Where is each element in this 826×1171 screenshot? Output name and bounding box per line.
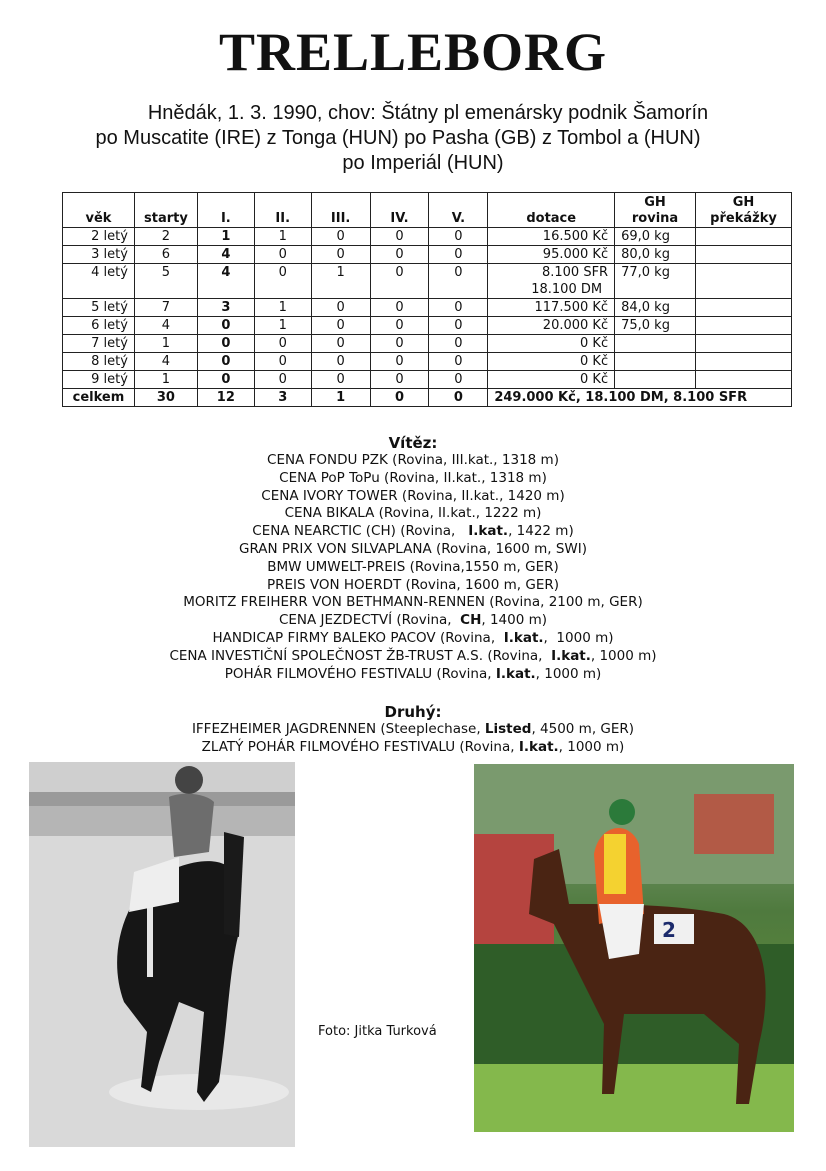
race-line — [0, 594, 826, 612]
race-line — [0, 559, 826, 577]
cell-fourth: 0 — [370, 299, 429, 317]
cell-age: 4 letý — [63, 264, 135, 299]
table-row — [63, 228, 792, 246]
cell-third: 0 — [311, 317, 370, 335]
cell-third: 0 — [311, 299, 370, 317]
race-line — [0, 612, 826, 630]
total-fifth: 0 — [429, 389, 488, 407]
cell-fourth: 0 — [370, 353, 429, 371]
race-pre: PREIS VON HOERDT (Rovina, 1600 m, GER) — [267, 576, 559, 593]
career-stats-table — [62, 192, 792, 407]
page-title: TRELLEBORG — [218, 22, 608, 82]
prize-money-value-2: 18.100 DM — [531, 282, 603, 297]
color-horse-illustration — [474, 764, 794, 1132]
col-header-age: věk — [63, 193, 135, 228]
total-second: 3 — [254, 389, 311, 407]
race-pre: CENA JEZDECTVÍ (Rovina, — [278, 612, 461, 629]
cell-age: 9 letý — [63, 371, 135, 389]
race-bold: CH — [460, 612, 482, 629]
race-bold: I.kat. — [495, 665, 536, 682]
cell-fifth: 0 — [429, 335, 488, 353]
table-row — [63, 317, 792, 335]
cell-gh-flat — [615, 371, 696, 389]
race-post: , 1000 m) — [558, 738, 625, 755]
prize-money-value: 0 Kč — [580, 354, 609, 369]
race-line — [0, 488, 826, 506]
cell-second: 0 — [254, 371, 311, 389]
cell-age: 2 letý — [63, 228, 135, 246]
table-row — [63, 371, 792, 389]
race-pre: CENA BIKALA (Rovina, II.kat., 1222 m) — [284, 505, 542, 522]
bw-horse-photo — [29, 762, 295, 1147]
bw-horse-illustration — [29, 762, 295, 1147]
winners-heading: Vítěz: — [388, 434, 438, 452]
col-header-prize-money: dotace — [488, 193, 615, 228]
second-places-heading: Druhý: — [384, 703, 442, 721]
cell-fifth: 0 — [429, 264, 488, 299]
cell-second: 1 — [254, 299, 311, 317]
second-places-section — [0, 703, 826, 757]
cell-starts: 1 — [134, 335, 197, 353]
race-post: , 1000 m) — [590, 647, 657, 664]
prize-money-value: 95.000 Kč — [542, 247, 609, 262]
race-pre: CENA PoP ToPu (Rovina, II.kat., 1318 m) — [279, 469, 547, 486]
race-bold: Listed — [484, 721, 532, 737]
race-pre: CENA NEARCTIC (CH) (Rovina, — [252, 523, 469, 540]
race-bold: I.kat. — [551, 647, 591, 664]
cell-fourth: 0 — [370, 264, 429, 299]
cell-starts: 1 — [134, 371, 197, 389]
cell-second: 1 — [254, 228, 311, 246]
cell-starts: 2 — [134, 228, 197, 246]
cell-prize-money — [488, 335, 615, 353]
prize-money-value: 117.500 Kč — [534, 300, 609, 315]
cell-fifth: 0 — [429, 246, 488, 264]
cell-first: 4 — [197, 246, 254, 264]
cell-prize-money — [488, 228, 615, 246]
cell-gh-jumps — [696, 246, 792, 264]
total-label: celkem — [63, 389, 135, 407]
table-row — [63, 353, 792, 371]
cell-fourth: 0 — [370, 228, 429, 246]
cell-third: 1 — [311, 264, 370, 299]
col-header-starts: starty — [134, 193, 197, 228]
table-row — [63, 335, 792, 353]
cell-second: 0 — [254, 264, 311, 299]
cell-gh-jumps — [696, 371, 792, 389]
table-row — [63, 299, 792, 317]
total-fourth: 0 — [370, 389, 429, 407]
cell-prize-money — [488, 299, 615, 317]
cell-starts: 4 — [134, 317, 197, 335]
race-line — [0, 505, 826, 523]
cell-fifth: 0 — [429, 228, 488, 246]
cell-gh-jumps — [696, 299, 792, 317]
cell-age: 7 letý — [63, 335, 135, 353]
cell-age: 6 letý — [63, 317, 135, 335]
cell-fourth: 0 — [370, 317, 429, 335]
table-row — [63, 264, 792, 299]
cell-first: 1 — [197, 228, 254, 246]
color-horse-photo — [474, 764, 794, 1132]
cell-third: 0 — [311, 228, 370, 246]
race-post: , 1000 m) — [543, 629, 614, 646]
winners-list — [0, 452, 826, 683]
cell-age: 8 letý — [63, 353, 135, 371]
photo-caption: Foto: Jitka Turková — [318, 1024, 437, 1039]
cell-fourth: 0 — [370, 371, 429, 389]
race-pre: GRAN PRIX VON SILVAPLANA (Rovina, 1600 m, SWI) — [238, 540, 587, 557]
race-pre: POHÁR FILMOVÉHO FESTIVALU (Rovina, — [224, 665, 496, 682]
cell-age: 5 letý — [63, 299, 135, 317]
col-header-first: I. — [197, 193, 254, 228]
pedigree-line-3: po Imperiál (HUN) — [342, 152, 504, 174]
race-line — [0, 739, 826, 757]
table-header-row — [63, 193, 792, 228]
cell-prize-money — [488, 317, 615, 335]
race-pre: HANDICAP FIRMY BALEKO PACOV (Rovina, — [212, 629, 504, 646]
cell-gh-jumps — [696, 335, 792, 353]
cell-fifth: 0 — [429, 299, 488, 317]
prize-money-value: 8.100 SFR — [541, 265, 609, 280]
col-header-second: II. — [254, 193, 311, 228]
race-bold: I.kat. — [468, 523, 509, 540]
race-line — [0, 666, 826, 684]
cell-gh-flat: 84,0 kg — [615, 299, 696, 317]
cell-fourth: 0 — [370, 246, 429, 264]
pedigree-line-1: Hnědák, 1. 3. 1990, chov: Štátny pl emenársky podnik Šamorín — [147, 102, 709, 124]
cell-fifth: 0 — [429, 317, 488, 335]
race-line — [0, 523, 826, 541]
total-prize-money: 249.000 Kč, 18.100 DM, 8.100 SFR — [488, 389, 792, 407]
race-line — [0, 470, 826, 488]
pedigree-line-2: po Muscatite (IRE) z Tonga (HUN) po Pasha (GB) z Tombol a (HUN) — [95, 127, 701, 149]
race-line — [0, 452, 826, 470]
cell-second: 0 — [254, 246, 311, 264]
cell-second: 1 — [254, 317, 311, 335]
race-post: , 4500 m, GER) — [531, 721, 635, 737]
cell-second: 0 — [254, 335, 311, 353]
cell-first: 4 — [197, 264, 254, 299]
cell-third: 0 — [311, 353, 370, 371]
cell-first: 0 — [197, 371, 254, 389]
cell-fifth: 0 — [429, 353, 488, 371]
race-line — [0, 577, 826, 595]
cell-prize-money — [488, 353, 615, 371]
col-header-fourth: IV. — [370, 193, 429, 228]
race-pre: CENA INVESTIČNÍ SPOLEČNOST ŽB-TRUST A.S. (Rovina, — [169, 647, 552, 664]
total-starts: 30 — [134, 389, 197, 407]
svg-text:2: 2 — [662, 918, 676, 942]
prize-money-value: 20.000 Kč — [542, 318, 609, 333]
race-pre: CENA IVORY TOWER (Rovina, II.kat., 1420 m) — [261, 487, 565, 504]
prize-money-value: 16.500 Kč — [542, 229, 609, 244]
cell-first: 3 — [197, 299, 254, 317]
cell-prize-money — [488, 371, 615, 389]
cell-gh-jumps — [696, 353, 792, 371]
cell-gh-flat: 69,0 kg — [615, 228, 696, 246]
second-places-list — [0, 721, 826, 757]
race-pre: BMW UMWELT-PREIS (Rovina,1550 m, GER) — [267, 558, 559, 575]
cell-first: 0 — [197, 335, 254, 353]
race-post: , 1422 m) — [508, 523, 574, 540]
cell-starts: 5 — [134, 264, 197, 299]
table-total-row — [63, 389, 792, 407]
cell-starts: 6 — [134, 246, 197, 264]
race-line — [0, 630, 826, 648]
total-third: 1 — [311, 389, 370, 407]
cell-gh-jumps — [696, 317, 792, 335]
cell-second: 0 — [254, 353, 311, 371]
race-line — [0, 541, 826, 559]
race-line — [0, 648, 826, 666]
cell-first: 0 — [197, 317, 254, 335]
cell-fifth: 0 — [429, 371, 488, 389]
cell-gh-flat — [615, 353, 696, 371]
prize-money-value: 0 Kč — [580, 372, 609, 387]
race-pre: MORITZ FREIHERR VON BETHMANN-RENNEN (Rovina, 2100 m, GER) — [183, 594, 643, 611]
cell-gh-jumps — [696, 228, 792, 246]
col-header-fifth: V. — [429, 193, 488, 228]
cell-gh-flat: 75,0 kg — [615, 317, 696, 335]
cell-prize-money — [488, 264, 615, 299]
race-post: , 1400 m) — [481, 612, 548, 629]
race-line — [0, 721, 826, 739]
cell-gh-flat: 77,0 kg — [615, 264, 696, 299]
col-header-third: III. — [311, 193, 370, 228]
cell-third: 0 — [311, 371, 370, 389]
cell-starts: 4 — [134, 353, 197, 371]
cell-third: 0 — [311, 335, 370, 353]
total-first: 12 — [197, 389, 254, 407]
race-bold: I.kat. — [518, 738, 559, 755]
cell-starts: 7 — [134, 299, 197, 317]
table-row — [63, 246, 792, 264]
winners-section — [0, 434, 826, 683]
cell-gh-flat: 80,0 kg — [615, 246, 696, 264]
cell-prize-money — [488, 246, 615, 264]
race-pre: ZLATÝ POHÁR FILMOVÉHO FESTIVALU (Rovina, — [201, 738, 519, 755]
cell-fourth: 0 — [370, 335, 429, 353]
race-pre: CENA FONDU PZK (Rovina, III.kat., 1318 m) — [267, 452, 559, 468]
race-pre: IFFEZHEIMER JAGDRENNEN (Steeplechase, — [191, 721, 485, 737]
cell-gh-flat — [615, 335, 696, 353]
cell-third: 0 — [311, 246, 370, 264]
cell-age: 3 letý — [63, 246, 135, 264]
cell-gh-jumps — [696, 264, 792, 299]
prize-money-value: 0 Kč — [580, 336, 609, 351]
race-bold: I.kat. — [503, 629, 544, 646]
col-header-gh-flat: GH rovina — [615, 193, 696, 228]
cell-first: 0 — [197, 353, 254, 371]
col-header-gh-jumps: GH překážky — [696, 193, 792, 228]
race-post: , 1000 m) — [535, 665, 602, 682]
